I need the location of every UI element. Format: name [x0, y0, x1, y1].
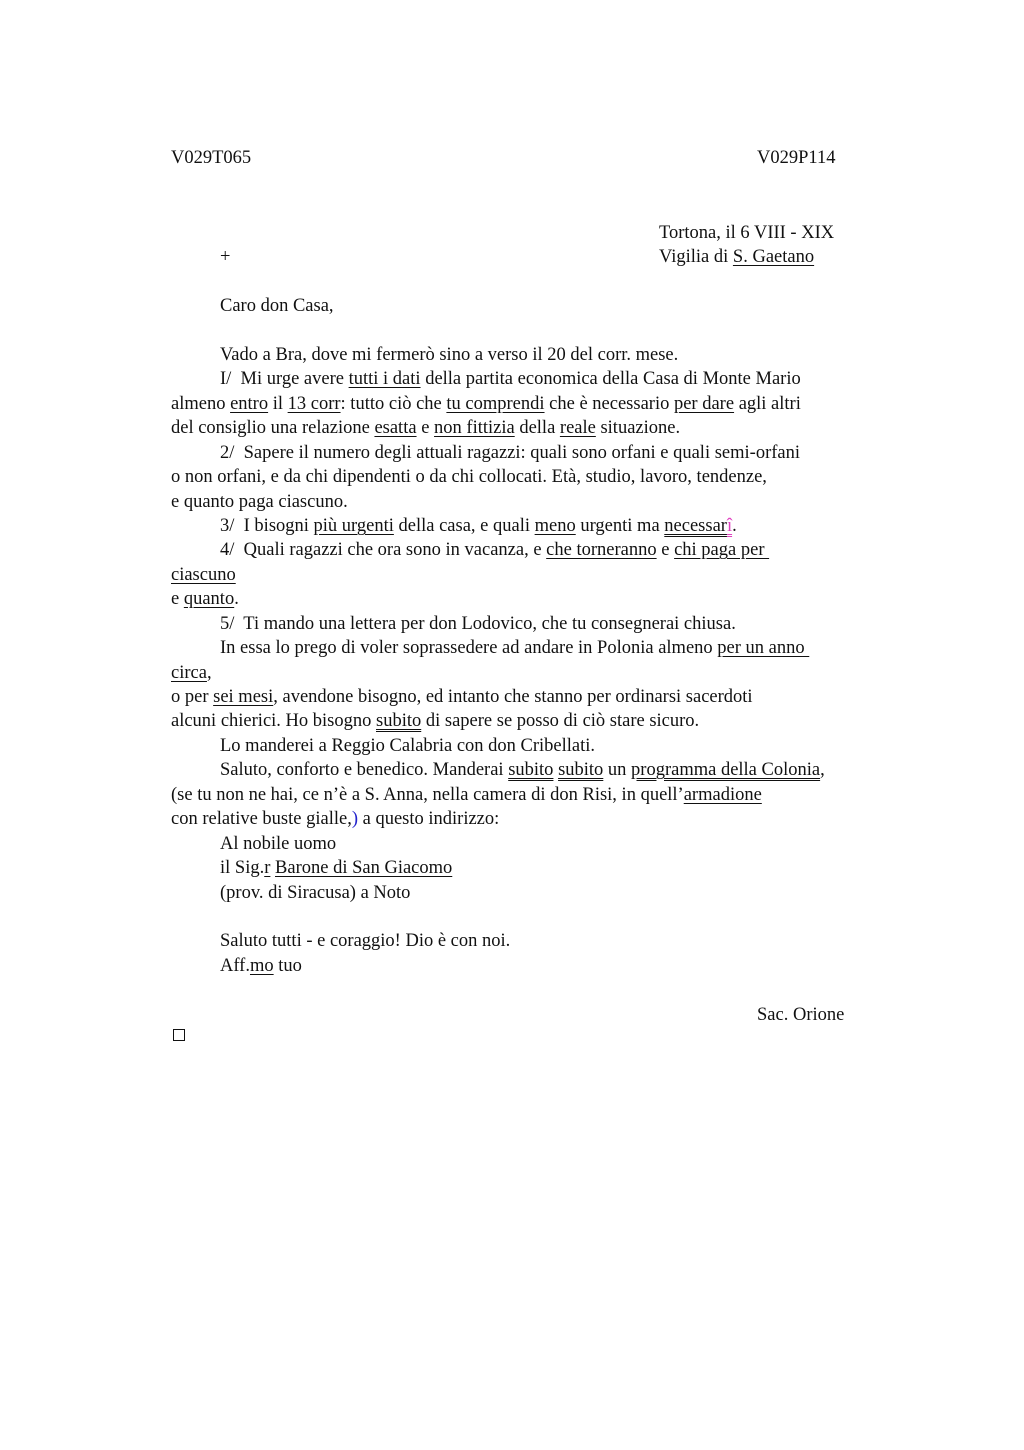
closing-aff: Aff.mo tuo: [220, 956, 302, 976]
place-date: Tortona, il 6 VIII - XIX: [659, 223, 835, 243]
end-mark-box: [173, 1029, 185, 1041]
body-line: del consiglio una relazione esatta e non fittizia della reale situazione.: [171, 418, 681, 438]
body-line: e quanto.: [171, 589, 239, 609]
body-line: 5/ Ti mando una lettera per don Lodovico, che tu consegnerai chiusa.: [220, 614, 736, 634]
correction-mark: î: [726, 516, 733, 536]
body-line: con relative buste gialle,) a questo indirizzo:: [171, 809, 500, 829]
address-line: il Sig.r Barone di San Giacomo: [220, 858, 453, 878]
saint-name: S. Gaetano: [732, 247, 815, 267]
body-line: 3/ I bisogni più urgenti della casa, e quali meno urgenti ma necessarî.: [220, 516, 737, 536]
address-line: (prov. di Siracusa) a Noto: [220, 883, 411, 903]
body-line: I/ Mi urge avere tutti i dati della partita economica della Casa di Monte Mario: [220, 369, 801, 389]
salutation: Caro don Casa,: [220, 296, 334, 316]
body-line: o per sei mesi, avendone bisogno, ed intanto che stanno per ordinarsi sacerdoti: [171, 687, 753, 707]
body-line: o non orfani, e da chi dipendenti o da chi collocati. Età, studio, lavoro, tendenze,: [171, 467, 767, 487]
document-code-right: V029P114: [757, 148, 836, 168]
signature: Sac. Orione: [757, 1005, 845, 1025]
body-line: Vado a Bra, dove mi fermerò sino a verso il 20 del corr. mese.: [220, 345, 679, 365]
body-line: In essa lo prego di voler soprassedere ad andare in Polonia almeno per un anno: [220, 638, 810, 658]
body-line: ciascuno: [171, 565, 236, 585]
closing-greeting: Saluto tutti - e coraggio! Dio è con noi.: [220, 931, 511, 951]
body-line: Lo manderei a Reggio Calabria con don Cribellati.: [220, 736, 596, 756]
document-code-left: V029T065: [171, 148, 252, 168]
body-line: 2/ Sapere il numero degli attuali ragazzi: quali sono orfani e quali semi-orfani: [220, 443, 800, 463]
cross-mark: +: [220, 247, 231, 267]
body-line: alcuni chierici. Ho bisogno subito di sapere se posso di ciò stare sicuro.: [171, 711, 700, 731]
vigil-line: Vigilia di S. Gaetano: [659, 247, 815, 267]
body-line: 4/ Quali ragazzi che ora sono in vacanza, e che torneranno e chi paga per: [220, 540, 770, 560]
body-line: almeno entro il 13 corr: tutto ciò che tu comprendi che è necessario per dare agli altri: [171, 394, 801, 414]
body-line: e quanto paga ciascuno.: [171, 492, 348, 512]
body-line: (se tu non ne hai, ce n’è a S. Anna, nella camera di don Risi, in quell’armadione: [171, 785, 762, 805]
body-line: circa,: [171, 663, 212, 683]
address-line: Al nobile uomo: [220, 834, 337, 854]
correction-mark: ): [351, 809, 358, 829]
body-line: Saluto, conforto e benedico. Manderai subito subito un programma della Colonia,: [220, 760, 825, 780]
